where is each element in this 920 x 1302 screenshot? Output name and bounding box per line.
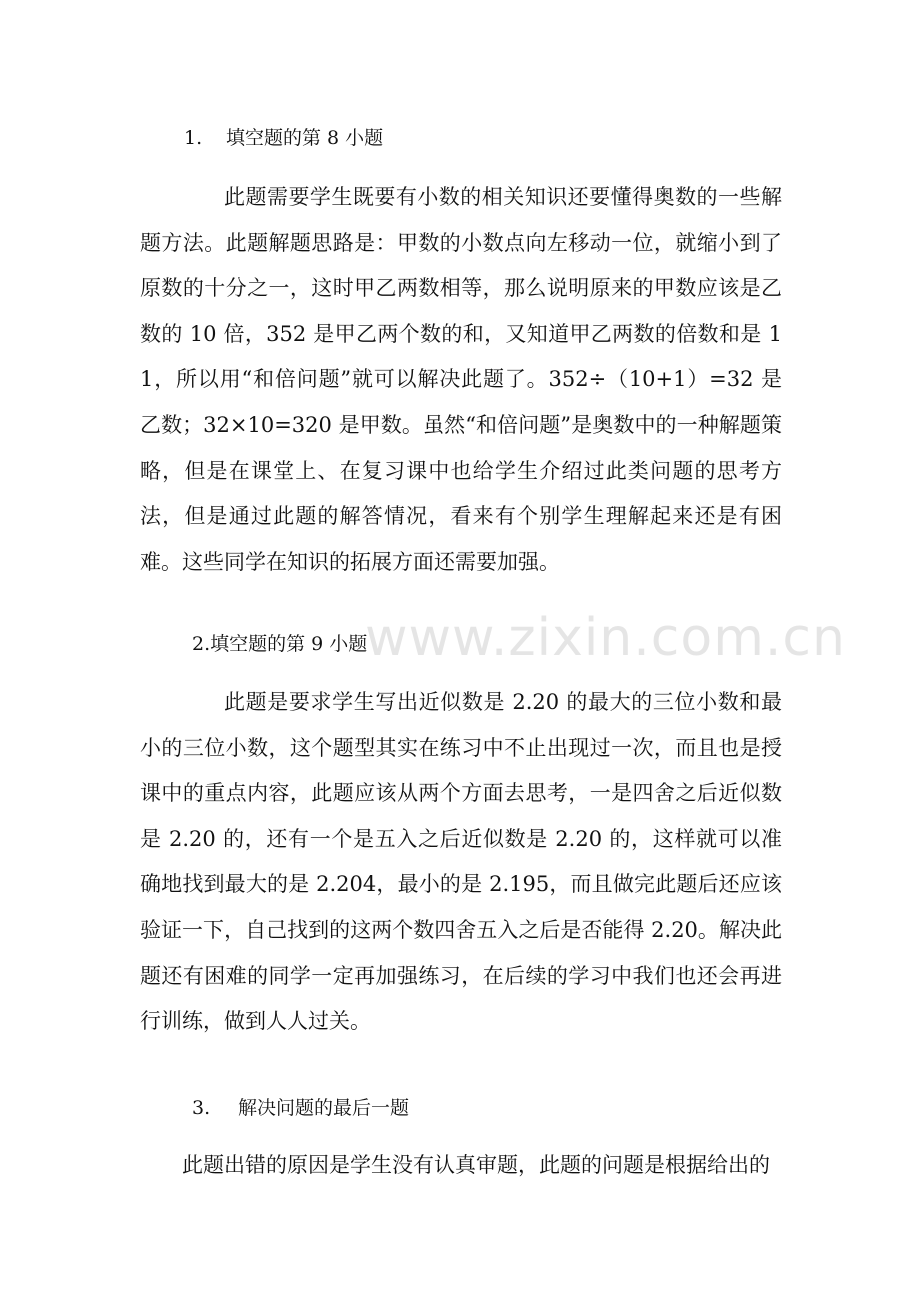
watermark: www.zixin.com.cn xyxy=(365,608,846,668)
section-1-title: 填空题的第 8 小题 xyxy=(226,127,384,149)
section-3-body: 此题出错的原因是学生没有认真审题，此题的问题是根据给出的 xyxy=(182,1153,770,1177)
section-2-title: 填空题的第 9 小题 xyxy=(210,633,368,655)
section-1-body: 此题需要学生既要有小数的相关知识还要懂得奥数的一些解题方法。此题解题思路是：甲数的小数点向左移动一位，就缩小到了原数的十分之一，这时甲乙两数相等，那么说明原来的甲数应该是乙数的 10 倍，352 是甲乙两个数的和，又知道甲乙两数的倍数和是 11，所以用“和倍问题”就可以解决此题了。352÷（10+1）=32 是乙数；32×10=320 是甲数。虽然“和倍问题”是奥数中的一种解题策略，但是在课堂上、在复习课中也给学生介绍过此类问题的思考方法，但是通过此题的解答情况，看来有个别学生理解起来还是有困难。这些同学在知识的拓展方面还需要加强。 xyxy=(140,185,782,574)
section-2-body: 此题是要求学生写出近似数是 2.20 的最大的三位小数和最小的三位小数，这个题型其实在练习中不止出现过一次，而且也是授课中的重点内容，此题应该从两个方面去思考，一是四舍之后近似数是 2.20 的，还有一个是五入之后近似数是 2.20 的，这样就可以准确地找到最大的是 2.204，最小的是 2.195，而且做完此题后还应该验证一下，自己找到的这两个数四舍五入之后是否能得 2.20。解决此题还有困难的同学一定再加强练习，在后续的学习中我们也还会再进行训练，做到人人过关。 xyxy=(140,690,782,1034)
section-3-title: 解决问题的最后一题 xyxy=(238,1097,410,1119)
section-1-heading xyxy=(184,126,383,150)
section-3-number: 3. xyxy=(192,1097,211,1119)
section-3-heading xyxy=(192,1096,409,1120)
section-2-heading xyxy=(192,632,367,656)
section-2-number: 2. xyxy=(192,633,211,655)
section-1-number: 1. xyxy=(184,127,203,149)
